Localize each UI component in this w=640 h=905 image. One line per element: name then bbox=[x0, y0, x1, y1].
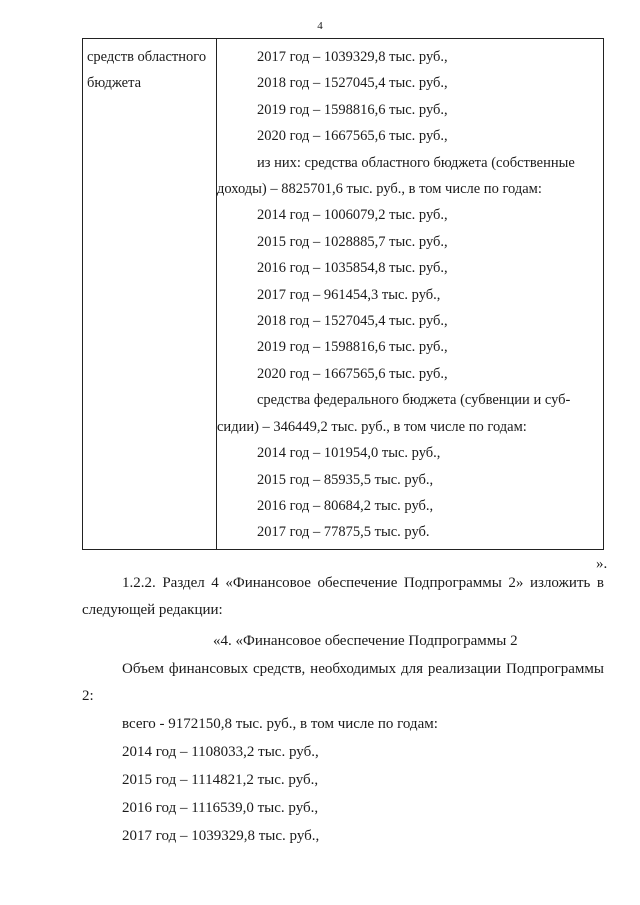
table-line: средства федерального бюджета (субвенции и суб- bbox=[257, 392, 571, 409]
year-funding-line: 2017 год – 1039329,8 тыс. руб., bbox=[122, 828, 320, 844]
table-line: 2018 год – 1527045,4 тыс. руб., bbox=[257, 313, 448, 330]
table-line: 2015 год – 1028885,7 тыс. руб., bbox=[257, 233, 448, 250]
left-cell-line: бюджета bbox=[87, 75, 142, 92]
paragraph-line bbox=[82, 661, 604, 678]
paragraph-line: следующей редакции: bbox=[82, 602, 223, 618]
table-line: 2015 год – 85935,5 тыс. руб., bbox=[257, 471, 434, 488]
table-line: 2014 год – 1006079,2 тыс. руб., bbox=[257, 207, 448, 224]
table-line: 2016 год – 80684,2 тыс. руб., bbox=[257, 497, 434, 514]
table-line: 2020 год – 1667565,6 тыс. руб., bbox=[257, 365, 448, 382]
closing-quote: ». bbox=[596, 556, 608, 572]
table-line: 2016 год – 1035854,8 тыс. руб., bbox=[257, 260, 448, 277]
total-funding: всего - 9172150,8 тыс. руб., в том числе по годам: bbox=[122, 716, 438, 732]
funding-table bbox=[82, 38, 604, 550]
section-intro-text: 1.2.2. Раздел 4 «Финансовое обеспечение Подпрограммы 2» изложить в bbox=[122, 575, 604, 591]
table-left-cell bbox=[87, 44, 213, 97]
year-funding-line: 2014 год – 1108033,2 тыс. руб., bbox=[122, 744, 319, 760]
table-line: 2019 год – 1598816,6 тыс. руб., bbox=[257, 101, 448, 118]
table-line: доходы) – 8825701,6 тыс. руб., в том числе по годам: bbox=[217, 181, 542, 198]
table-line: 2018 год – 1527045,4 тыс. руб., bbox=[257, 75, 448, 92]
table-line: 2017 год – 77875,5 тыс. руб. bbox=[257, 524, 430, 541]
left-cell-line: средств областного bbox=[87, 49, 207, 65]
table-line: 2014 год – 101954,0 тыс. руб., bbox=[257, 445, 441, 462]
section-heading: «4. «Финансовое обеспечение Подпрограммы 2 bbox=[213, 633, 518, 649]
table-right-cell bbox=[217, 44, 601, 546]
paragraph-line bbox=[82, 575, 604, 592]
table-line: 2019 год – 1598816,6 тыс. руб., bbox=[257, 339, 448, 356]
volume-text: Объем финансовых средств, необходимых для реализации Подпрограммы bbox=[122, 661, 604, 677]
year-funding-line: 2015 год – 1114821,2 тыс. руб., bbox=[122, 772, 319, 788]
table-line: 2020 год – 1667565,6 тыс. руб., bbox=[257, 128, 448, 145]
page-number: 4 bbox=[317, 20, 323, 32]
table-line: из них: средства областного бюджета (собственные bbox=[257, 154, 575, 171]
table-line: сидии) – 346449,2 тыс. руб., в том числе по годам: bbox=[217, 418, 527, 435]
paragraph-line: 2: bbox=[82, 688, 94, 704]
year-funding-line: 2016 год – 1116539,0 тыс. руб., bbox=[122, 800, 319, 816]
table-line: 2017 год – 1039329,8 тыс. руб., bbox=[257, 49, 448, 65]
table-line: 2017 год – 961454,3 тыс. руб., bbox=[257, 286, 441, 303]
